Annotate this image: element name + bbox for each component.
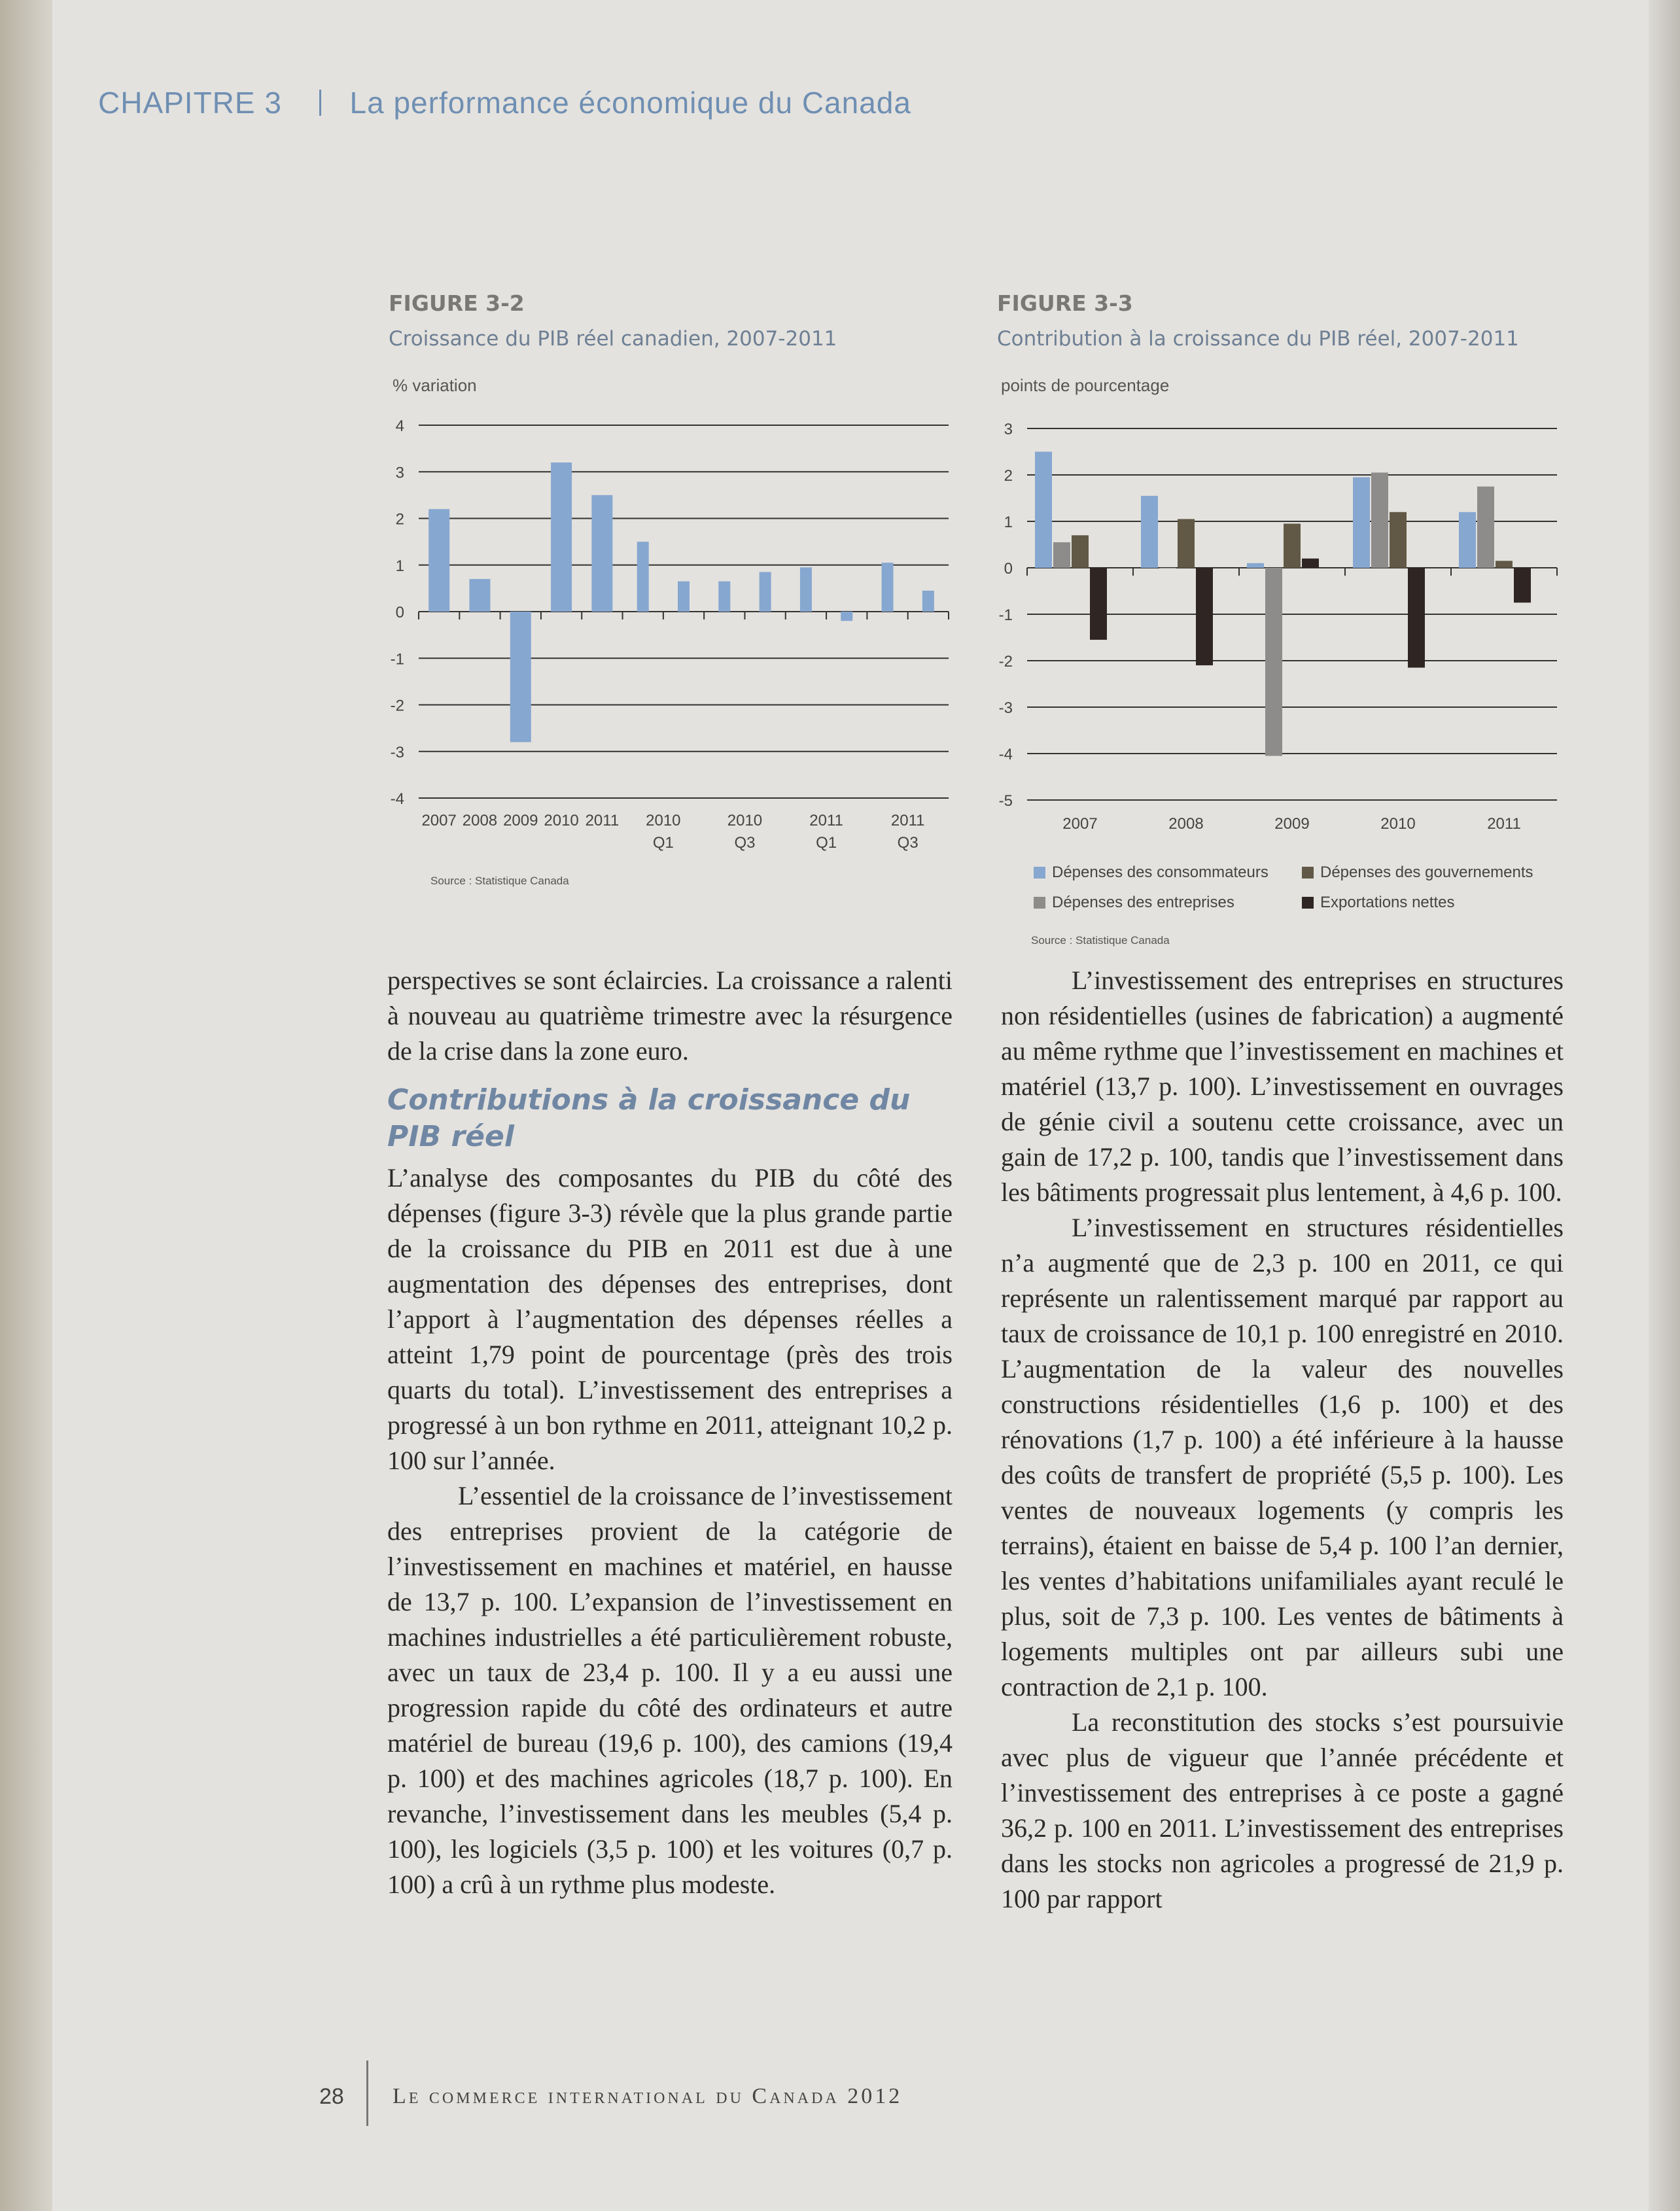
left-column — [387, 963, 953, 1902]
figure-2-source: Source : Statistique Canada — [430, 875, 569, 887]
legend-swatch — [1034, 897, 1045, 909]
y-tick-label: -3 — [998, 699, 1013, 717]
bar — [1247, 563, 1264, 568]
bar — [1265, 568, 1282, 756]
chapter-word: CHAPITRE — [98, 86, 256, 120]
x-tick-label: 2010 — [544, 812, 579, 829]
bar — [1141, 496, 1158, 568]
x-tick-label: 2009 — [1274, 815, 1310, 833]
y-tick-label: 3 — [1004, 421, 1013, 438]
footer-separator — [366, 2061, 368, 2126]
right-column — [1001, 963, 1564, 1917]
y-tick-label: 3 — [395, 464, 404, 482]
bar — [1178, 519, 1195, 568]
legend-swatch — [1034, 867, 1045, 879]
bar — [1302, 559, 1319, 568]
bar — [429, 509, 449, 612]
x-tick-label: 2010 — [646, 812, 681, 829]
bar — [469, 579, 490, 612]
paragraph: L’essentiel de la croissance de l’investissement des entreprises provient de la catégorie de l’investissement en machines et matériel, en hausse de 13,7 p. 100. L’expansion de l’investissement en machines industrielles a été particulièrement robuste, avec un taux de 23,4 p. 100. Il y a eu aussi une progression rapide du côté des ordinateurs et autre matériel de bureau (19,6 p. 100), des camions (19,4 p. 100) et des machines agricoles (18,7 p. 100). En revanche, l’investissement dans les meubles (5,4 p. 100), les logiciels (3,5 p. 100) et les voitures (0,7 p. 100) a crû à un rythme plus modeste. — [387, 1481, 953, 1899]
x-tick-label: 2009 — [503, 812, 538, 829]
page-number: 28 — [319, 2084, 344, 2109]
chapter-title: La performance économique du Canada — [349, 86, 911, 120]
x-tick-label: 2010 — [727, 812, 763, 829]
y-tick-label: -5 — [998, 792, 1013, 810]
bar — [1390, 512, 1407, 568]
x-tick-label: 2010 — [1380, 815, 1416, 833]
figure-3-source: Source : Statistique Canada — [1031, 934, 1170, 947]
bar — [637, 542, 649, 612]
paragraph: perspectives se sont éclaircies. La croissance a ralenti à nouveau au quatrième trimestre avec la résurgence de la crise dans la zone euro. — [387, 966, 953, 1066]
bar — [882, 563, 894, 612]
y-tick-label: -1 — [390, 650, 404, 669]
x-tick-label: 2011 — [1487, 815, 1521, 833]
bar — [1090, 568, 1107, 640]
figure-3-label: FIGURE 3-3 — [997, 290, 1133, 316]
x-tick-label: 2007 — [421, 812, 457, 829]
legend-label: Dépenses des entreprises — [1052, 894, 1234, 911]
bar — [1035, 452, 1052, 568]
y-tick-label: 1 — [395, 557, 404, 575]
book-spine-shadow — [0, 0, 52, 2211]
bar — [1353, 478, 1370, 568]
bar — [922, 591, 934, 612]
bar — [841, 612, 852, 621]
bar — [1196, 568, 1213, 665]
y-tick-label: -4 — [390, 790, 404, 808]
y-tick-label: 2 — [395, 510, 404, 529]
y-tick-label: -2 — [998, 653, 1013, 670]
figure-2-unit: % variation — [393, 375, 477, 395]
x-tick-sublabel: Q1 — [652, 834, 674, 852]
y-tick-label: 0 — [395, 604, 404, 621]
bar — [1477, 487, 1494, 568]
y-tick-label: -3 — [390, 743, 404, 761]
bar — [1371, 472, 1388, 568]
legend-item-exportations — [1302, 894, 1454, 912]
paragraph: L’analyse des composantes du PIB du côté des dépenses (figure 3-3) révèle que la plus grande partie de la croissance du PIB en 2011 est due à une augmentation des dépenses des entreprises, dont l’apport à l’augmentation des dépenses réelles a atteint 1,79 point de pourcentage (près des trois quarts du total). L’investissement des entreprises a progressé à un bon rythme en 2011, atteignant 10,2 p. 100 sur l’année. — [387, 1163, 953, 1475]
x-tick-sublabel: Q3 — [734, 834, 756, 852]
y-tick-label: 0 — [1004, 560, 1013, 578]
x-tick-label: 2011 — [890, 812, 925, 829]
paragraph: L’investissement des entreprises en structures non résidentielles (usines de fabrication) a augmenté au même rythme que l’investissement en machines et matériel (13,7 p. 100). L’investissement en ouvrages de génie civil a soutenu cette croissance, avec un gain de 17,2 p. 100, tandis que l’investissement dans les bâtiments progressait plus lentement, à 4,6 p. 100. — [1001, 966, 1564, 1207]
bar — [591, 495, 612, 612]
legend-label: Dépenses des gouvernements — [1320, 863, 1533, 881]
bar — [800, 567, 812, 612]
bar — [1459, 512, 1476, 568]
bar — [1496, 561, 1513, 568]
bar — [551, 462, 572, 612]
legend-item-entreprises — [1034, 894, 1234, 912]
y-tick-label: -1 — [998, 606, 1013, 624]
bar — [1514, 568, 1531, 602]
y-tick-label: -4 — [998, 746, 1013, 763]
legend-label: Exportations nettes — [1320, 894, 1455, 911]
legend-item-consommateurs — [1034, 863, 1269, 882]
y-tick-label: 1 — [1004, 514, 1013, 531]
figure-2-title: Croissance du PIB réel canadien, 2007-2011 — [389, 327, 837, 351]
chapter-number: 3 — [264, 86, 284, 120]
section-heading: Contributions à la croissance du PIB réel — [387, 1083, 911, 1153]
bar — [678, 582, 690, 612]
paragraph: L’investissement en structures résidentielles n’a augmenté que de 2,3 p. 100 en 2011, ce qui représente un ralentissement marqué par rapport au taux de croissance de 10,1 p. 100 enregistré en 2010. L’augmentation de la valeur des nouvelles constructions résidentielles (1,6 p. 100) et des rénovations (1,7 p. 100) a été inférieure à la hausse des coûts de transfert de propriété (5,5 p. 100). Les ventes de nouveaux logements (y compris les terrains), étaient en baisse de 5,4 p. 100 l’an dernier, les ventes d’habitations unifamiliales ayant reculé le plus, soit de 7,3 p. 100. Les ventes de bâtiments à logements multiples ont par ailleurs subi une contraction de 2,1 p. 100. — [1001, 1213, 1564, 1701]
bar — [1408, 568, 1425, 668]
chapter-separator — [319, 90, 321, 116]
y-tick-label: 4 — [395, 417, 404, 435]
figure-3-unit: points de pourcentage — [1001, 375, 1170, 395]
x-tick-label: 2008 — [1168, 815, 1204, 833]
x-tick-label: 2011 — [809, 812, 843, 829]
y-tick-label: -2 — [390, 697, 404, 715]
bar — [718, 582, 730, 612]
x-tick-sublabel: Q1 — [816, 834, 837, 852]
chapter-header — [98, 85, 911, 120]
figure-2-label: FIGURE 3-2 — [389, 290, 525, 316]
paragraph: La reconstitution des stocks s’est poursuivie avec plus de vigueur que l’année précédente et l’investissement des entreprises à ce poste a gagné 36,2 p. 100 en 2011. L’investissement des entreprises dans les stocks non agricoles a progressé de 21,9 p. 100 par rapport — [1001, 1707, 1564, 1913]
bar — [1072, 535, 1089, 568]
bar — [1284, 524, 1301, 568]
x-tick-label: 2008 — [462, 812, 498, 829]
x-tick-label: 2011 — [585, 812, 620, 829]
x-tick-label: 2007 — [1062, 815, 1098, 833]
y-tick-label: 2 — [1004, 467, 1013, 485]
bar — [760, 572, 771, 612]
legend-label: Dépenses des consommateurs — [1052, 863, 1269, 881]
legend-item-gouvernements — [1302, 863, 1533, 882]
x-tick-sublabel: Q3 — [897, 834, 919, 852]
figure-2-chart — [373, 412, 962, 870]
figure-3-title: Contribution à la croissance du PIB réel, 2007-2011 — [997, 327, 1519, 351]
bar — [510, 612, 531, 742]
page-edge-shadow — [1649, 0, 1680, 2211]
legend-swatch — [1302, 897, 1314, 909]
figure-3-legend — [1034, 863, 1570, 916]
legend-swatch — [1302, 867, 1314, 879]
publication-title: Le commerce international du Canada 2012 — [393, 2084, 903, 2108]
bar — [1053, 542, 1070, 568]
figure-3-chart — [981, 412, 1570, 857]
